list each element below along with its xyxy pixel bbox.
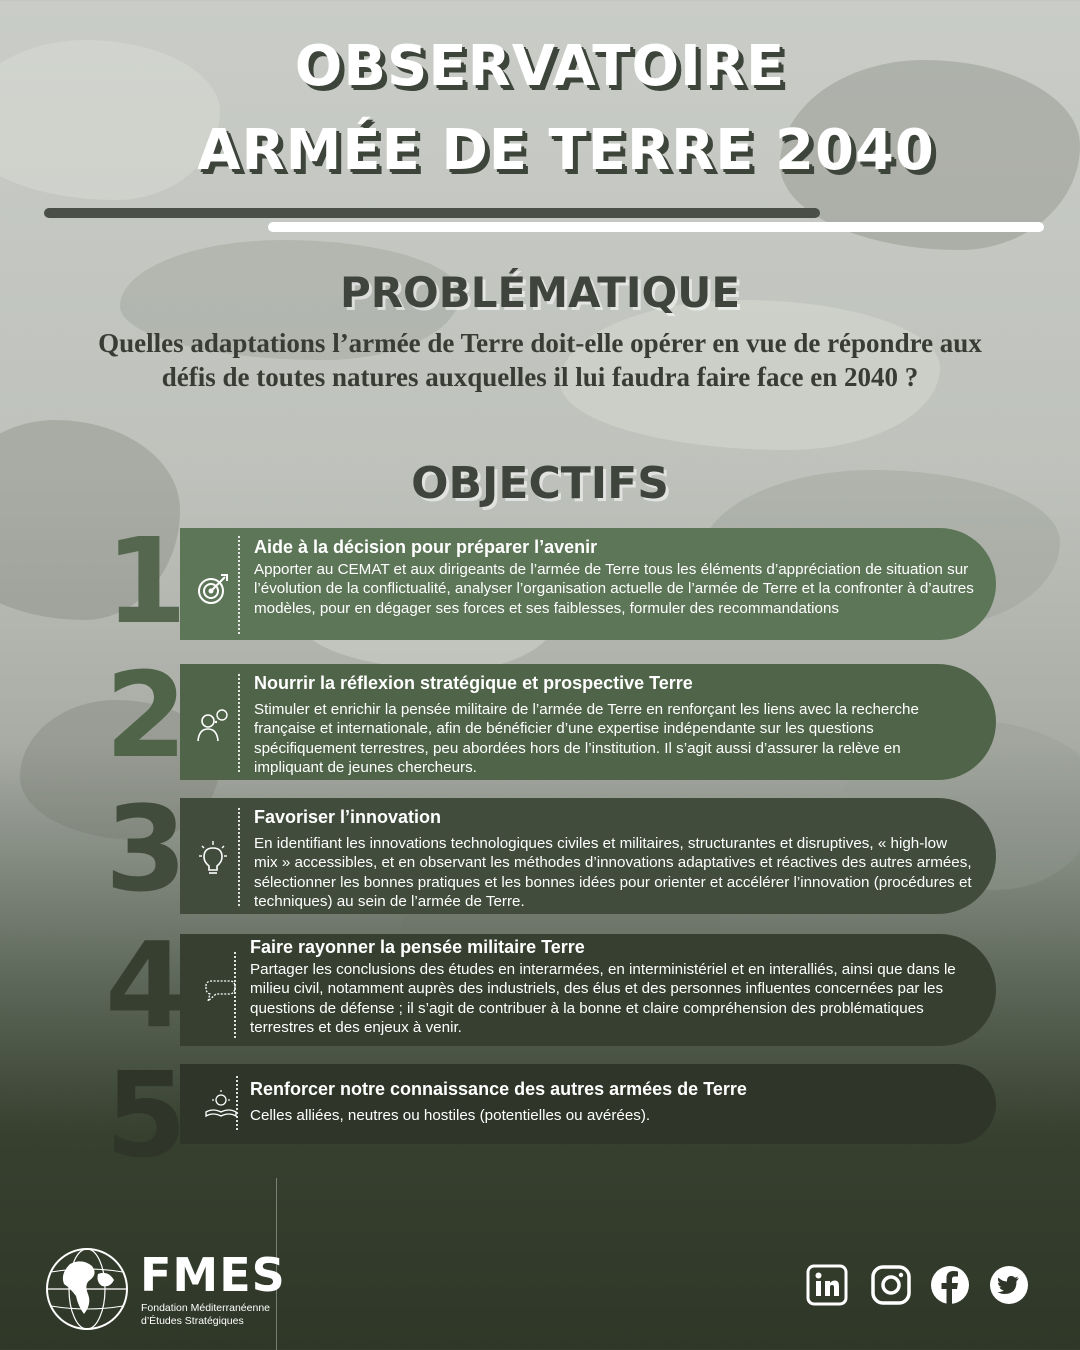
objectif-number: 3 [104, 780, 188, 918]
objectif-item-5 [96, 1046, 996, 1184]
objectif-item-3 [96, 780, 996, 918]
fmes-subtitle: Fondation Méditerranéenne d’Études Stratégiques [141, 1302, 271, 1327]
speech-bubble-icon [194, 968, 244, 1018]
dotted-divider [236, 1076, 238, 1130]
objectif-text: Stimuler et enrichir la pensée militaire de l’armée de Terre en renforçant les liens avec la recherche française et internationale, afin de bénéficier d’une expertise indépendante sur les questions spécifiquement terrestres, peu abordées hors de l’institution. Il s’agit aussi d’assurer la relève en impliquant de jeunes chercheurs. [254, 701, 919, 777]
objectif-content [254, 672, 974, 778]
objectif-text: Apporter au CEMAT et aux dirigeants de l’armée de Terre tous les éléments d’appréciation de situation sur l’évolution de la conflictualité, analyser l’organisation actuelle de l’armée de Terre et la confronter à d’autres modèles, pour en dégager ses forces et ses faiblesses, formuler des recommandations [254, 561, 974, 617]
main-title-line1: OBSERVATOIRE [294, 34, 786, 99]
problematique-heading: PROBLÉMATIQUE [339, 268, 741, 317]
objectif-content [250, 1078, 974, 1125]
objectif-content [250, 936, 974, 1038]
objectif-content [254, 536, 974, 618]
fmes-name: FMES [140, 1248, 286, 1302]
objectif-title: Faire rayonner la pensée militaire Terre [250, 937, 585, 957]
objectif-text: En identifiant les innovations technologiques civiles et militaires, structurantes et disruptives, « high-low mix » accessibles, et en observant les méthodes d’innovations adaptatives et réactives des autres armées, sélectionner les bonnes pratiques et les bonnes idées pour orienter et accélérer l’innovation (procédures et techniques) au sein de l’armée de Terre. [254, 835, 972, 911]
dotted-divider [238, 808, 240, 906]
objectif-item-2 [96, 646, 996, 784]
objectif-content [254, 806, 974, 912]
objectif-text: Partager les conclusions des études en interarmées, en interministériel et en interalliés, ainsi que dans le milieu civil, notamment auprès des industriels, des élus et des personnes influentes concernées par les questions de défense ; il s’agit de contribuer à la bonne et claire compréhension des problématiques terrestres et des enjeux à venir. [250, 961, 956, 1037]
linkedin-icon[interactable] [806, 1264, 848, 1306]
fmes-globe-logo[interactable] [42, 1244, 132, 1339]
objectif-text: Celles alliées, neutres ou hostiles (potentielles ou avérées). [250, 1107, 651, 1124]
objectif-number: 5 [104, 1046, 188, 1184]
objectif-item-4 [96, 916, 996, 1054]
target-icon [188, 564, 238, 614]
objectif-number: 2 [104, 646, 188, 784]
dotted-divider [238, 536, 240, 634]
problematique-question: Quelles adaptations l’armée de Terre doit-elle opérer en vue de répondre aux défis de toutes natures auxquelles il lui faudra faire face en 2040 ? [98, 328, 982, 392]
objectif-number: 1 [104, 512, 188, 650]
twitter-icon[interactable] [988, 1264, 1030, 1306]
objectif-number: 4 [104, 916, 188, 1054]
dotted-divider [238, 674, 240, 772]
objectif-item-1 [96, 512, 996, 650]
dotted-divider [234, 952, 236, 1038]
divider-bar-dark [44, 208, 820, 218]
thinker-icon [188, 700, 238, 750]
objectifs-heading: OBJECTIFS [411, 458, 669, 509]
objectif-title: Aide à la décision pour préparer l’avenir [254, 537, 598, 557]
facebook-icon[interactable] [929, 1264, 971, 1306]
book-idea-icon [196, 1078, 246, 1128]
lightbulb-icon [188, 834, 238, 884]
main-title-line2: ARMÉE DE TERRE 2040 [197, 118, 935, 183]
divider-bar-light [268, 222, 1044, 232]
objectif-title: Renforcer notre connaissance des autres armées de Terre [250, 1079, 747, 1099]
instagram-icon[interactable] [870, 1264, 912, 1306]
objectif-title: Nourrir la réflexion stratégique et prospective Terre [254, 673, 693, 693]
objectif-title: Favoriser l’innovation [254, 807, 442, 827]
